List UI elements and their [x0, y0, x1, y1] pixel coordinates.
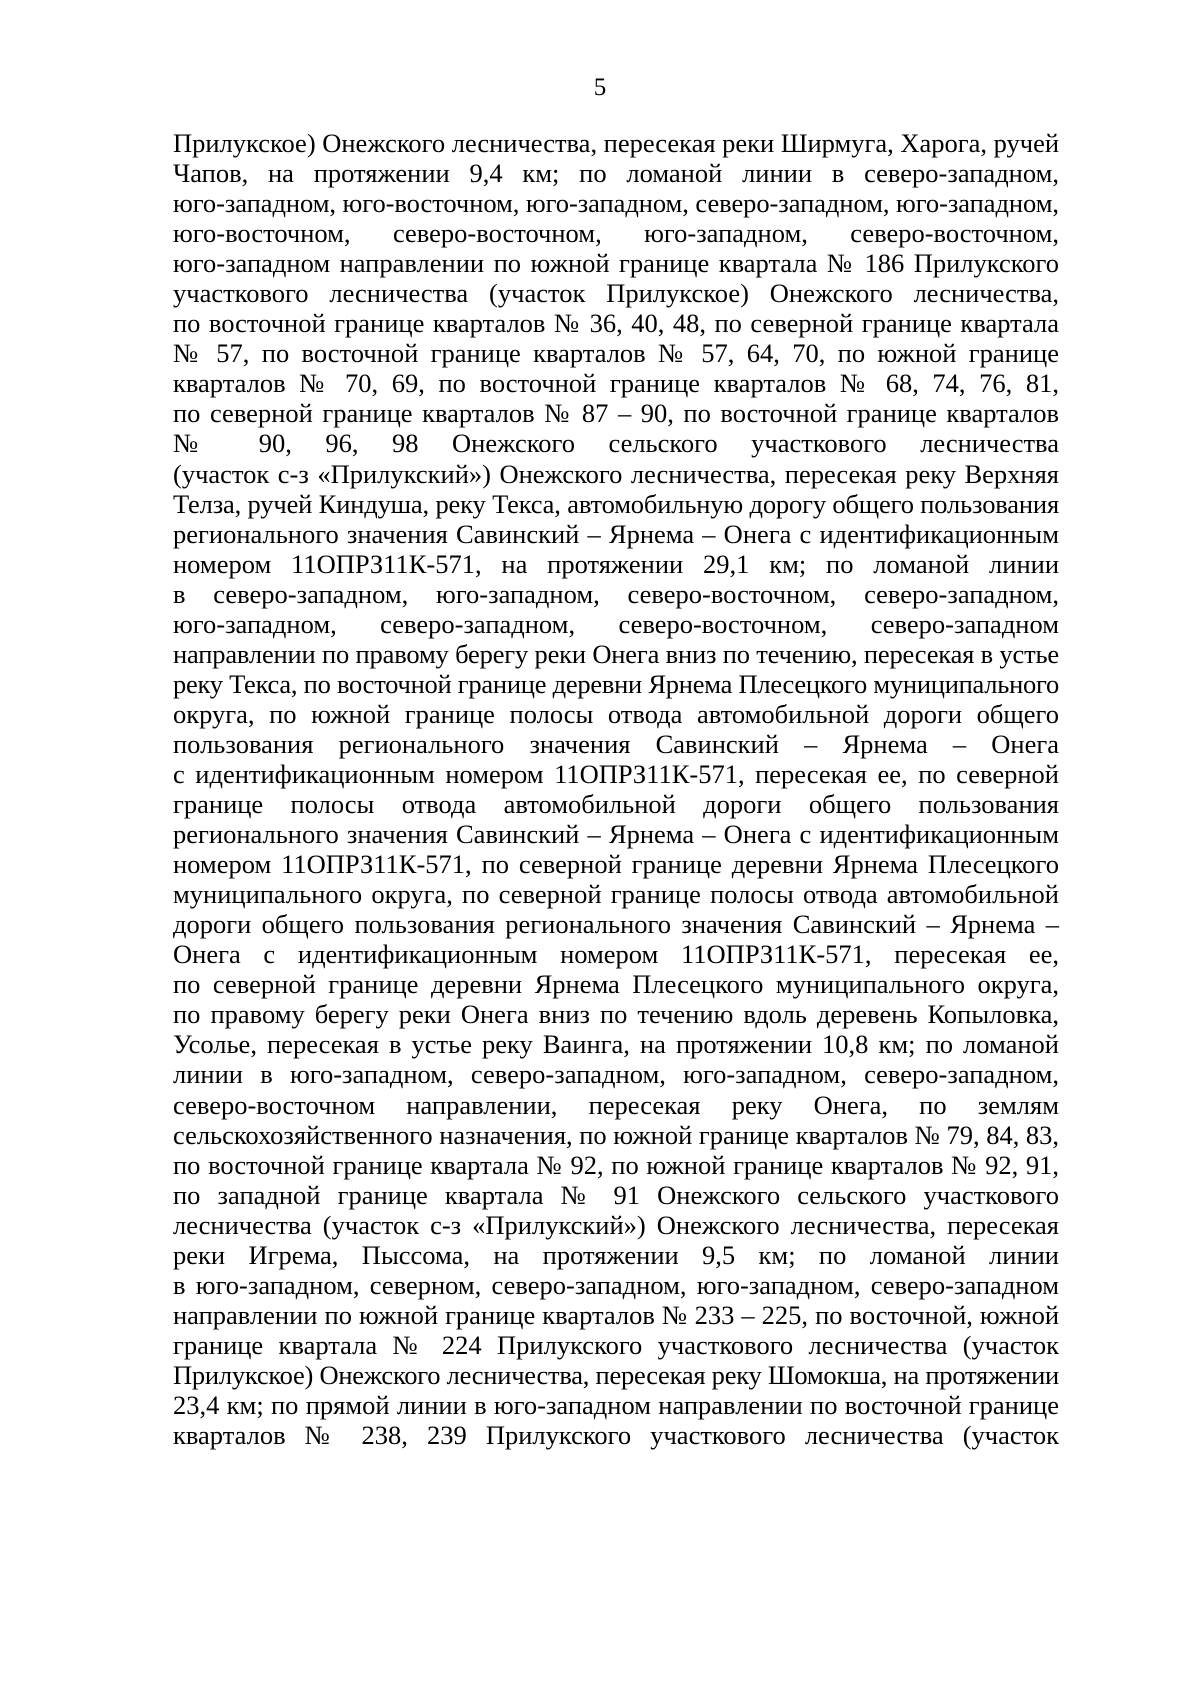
text-line: реку Текса, по восточной границе деревни Ярнема Плесецкого муниципального — [173, 668, 1059, 699]
text-line: юго-западном, северо-западном, северо-восточном, северо-западном — [173, 608, 1059, 639]
text-line: Онега с идентификационным номером 11ОПРЗ11К-571, пересекая ее, — [173, 939, 1059, 970]
text-line: Телза, ручей Киндуша, реку Текса, автомобильную дорогу общего пользования — [173, 488, 1059, 519]
text-line: направлении по южной границе кварталов № 233 – 225, по восточной, южной — [173, 1299, 1059, 1330]
text-line: границе полосы отвода автомобильной дороги общего пользования — [173, 789, 1059, 820]
text-line: № 90, 96, 98 Онежского сельского участкового лесничества — [173, 428, 1059, 459]
text-line: реки Игрема, Пыссома, на протяжении 9,5 км; по ломаной линии — [173, 1239, 1059, 1270]
text-line: Чапов, на протяжении 9,4 км; по ломаной линии в северо-западном, — [173, 158, 1059, 189]
text-line: № 57, по восточной границе кварталов № 57, 64, 70, по южной границе — [173, 338, 1059, 369]
text-line: в юго-западном, северном, северо-западном, юго-западном, северо-западном — [173, 1269, 1059, 1300]
page-number: 5 — [593, 74, 607, 101]
text-line: линии в юго-западном, северо-западном, юго-западном, северо-западном, — [173, 1059, 1059, 1090]
text-line: юго-восточном, северо-восточном, юго-западном, северо-восточном, — [173, 218, 1059, 249]
text-line: (участок с-з «Прилукский») Онежского лесничества, пересекая реку Верхняя — [173, 458, 1059, 489]
text-line: северо-восточном направлении, пересекая реку Онега, по землям — [173, 1089, 1059, 1120]
text-line: по восточной границе кварталов № 36, 40, 48, по северной границе квартала — [173, 308, 1059, 339]
text-line: юго-западном, юго-восточном, юго-западном, северо-западном, юго-западном, — [173, 188, 1059, 219]
text-line: регионального значения Савинский – Ярнема – Онега с идентификационным — [173, 518, 1059, 549]
text-line: номером 11ОПРЗ11К-571, по северной границе деревни Ярнема Плесецкого — [173, 849, 1059, 880]
text-line: Усолье, пересекая в устье реку Ваинга, на протяжении 10,8 км; по ломаной — [173, 1029, 1059, 1060]
text-line: участкового лесничества (участок Прилукское) Онежского лесничества, — [173, 278, 1059, 309]
text-line: пользования регионального значения Савинский – Ярнема – Онега — [173, 728, 1059, 759]
text-line: кварталов № 238, 239 Прилукского участкового лесничества (участок — [173, 1420, 1059, 1451]
text-line: направлении по правому берегу реки Онега вниз по течению, пересекая в устье — [173, 638, 1059, 669]
text-line: сельскохозяйственного назначения, по южной границе кварталов № 79, 84, 83, — [173, 1119, 1059, 1150]
text-line: муниципального округа, по северной границе полосы отвода автомобильной — [173, 879, 1059, 910]
text-line: по северной границе кварталов № 87 – 90, по восточной границе кварталов — [173, 398, 1059, 429]
document-body — [173, 128, 1059, 1450]
text-line: юго-западном направлении по южной границе квартала № 186 Прилукского — [173, 248, 1059, 279]
text-line: по восточной границе квартала № 92, по южной границе кварталов № 92, 91, — [173, 1149, 1059, 1180]
text-line: Прилукское) Онежского лесничества, пересекая реки Ширмуга, Харога, ручей — [173, 128, 1059, 158]
text-line: Прилукское) Онежского лесничества, пересекая реку Шомокша, на протяжении — [173, 1359, 1059, 1390]
text-line: лесничества (участок с-з «Прилукский») Онежского лесничества, пересекая — [173, 1209, 1059, 1240]
text-line: по правому берегу реки Онега вниз по течению вдоль деревень Копыловка, — [173, 999, 1059, 1030]
text-line: округа, по южной границе полосы отвода автомобильной дороги общего — [173, 698, 1059, 729]
text-line: с идентификационным номером 11ОПРЗ11К-571, пересекая ее, по северной — [173, 758, 1059, 789]
text-line: по северной границе деревни Ярнема Плесецкого муниципального округа, — [173, 969, 1059, 1000]
text-line: дороги общего пользования регионального значения Савинский – Ярнема – — [173, 909, 1059, 940]
text-line: в северо-западном, юго-западном, северо-восточном, северо-западном, — [173, 578, 1059, 609]
text-line: границе квартала № 224 Прилукского участкового лесничества (участок — [173, 1329, 1059, 1360]
text-line: номером 11ОПРЗ11К-571, на протяжении 29,1 км; по ломаной линии — [173, 548, 1059, 579]
text-line: кварталов № 70, 69, по восточной границе кварталов № 68, 74, 76, 81, — [173, 368, 1059, 399]
text-line: по западной границе квартала № 91 Онежского сельского участкового — [173, 1179, 1059, 1210]
text-line: 23,4 км; по прямой линии в юго-западном направлении по восточной границе — [173, 1389, 1059, 1420]
text-line: регионального значения Савинский – Ярнема – Онега с идентификационным — [173, 819, 1059, 850]
